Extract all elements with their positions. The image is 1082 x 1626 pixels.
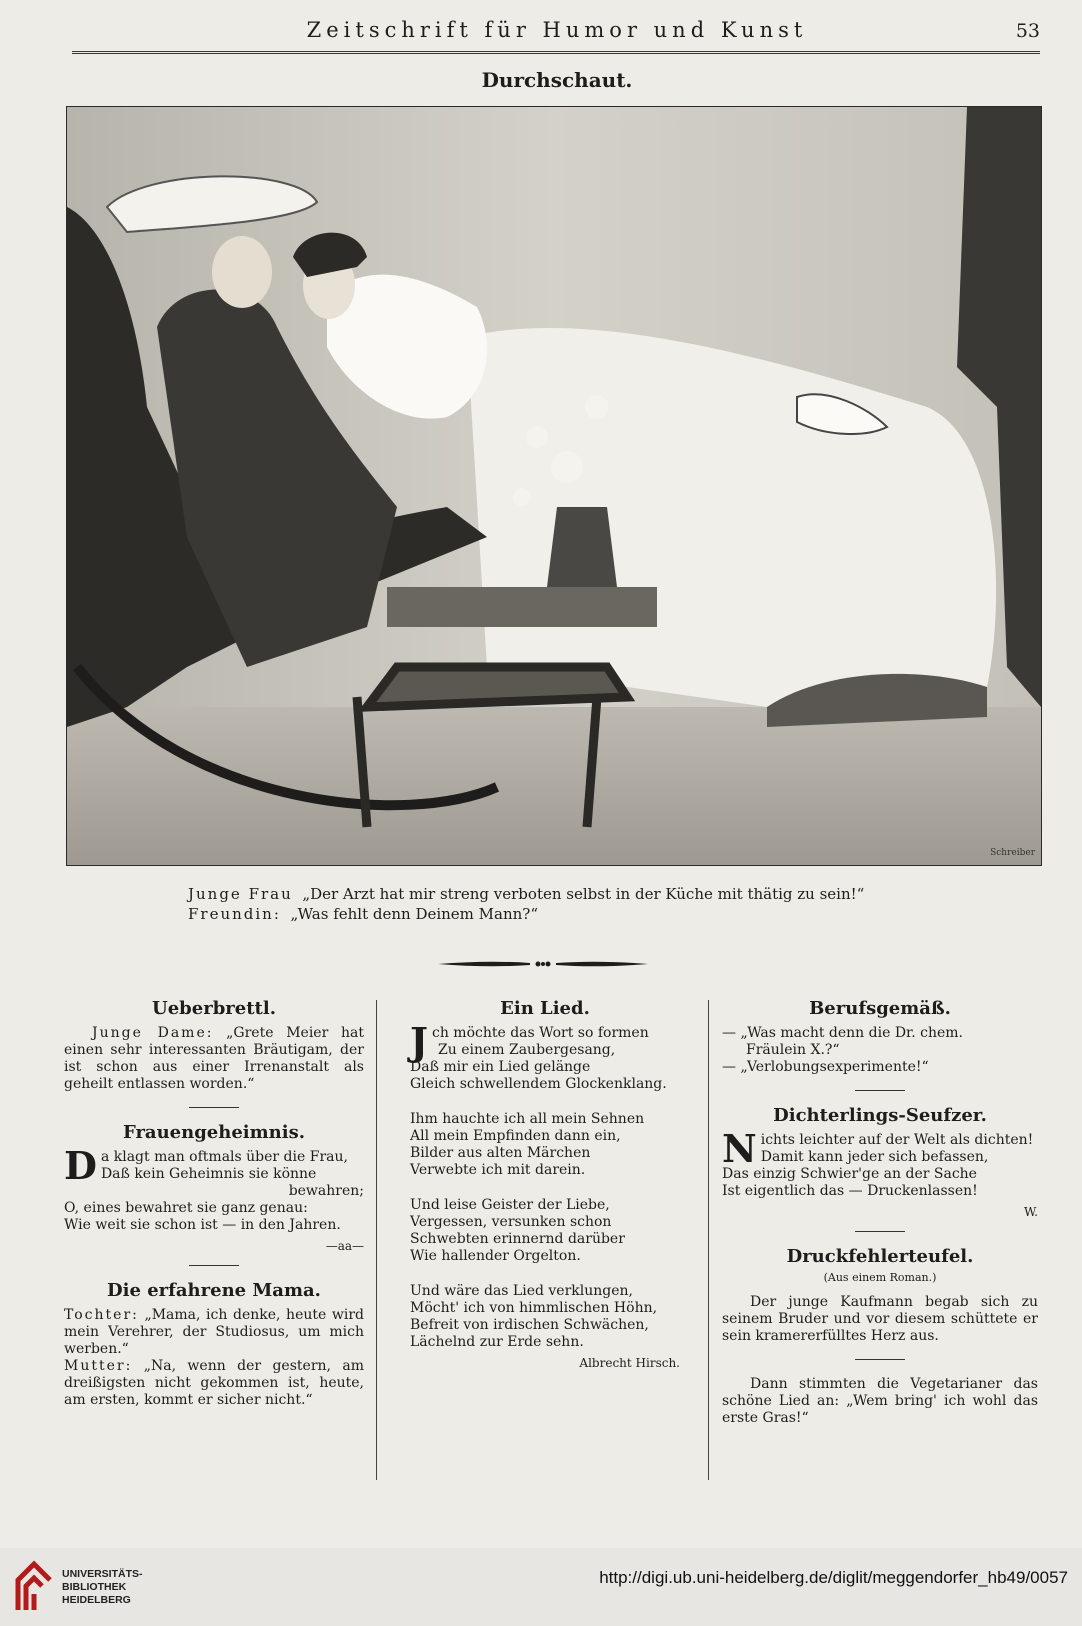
column-2 — [410, 1000, 680, 1390]
piece-title-druckfehlerteufel: Druckfehlerteufel. — [786, 1246, 974, 1267]
caption-text-1: „Der Arzt hat mir streng verboten selbst in der Küche mit thätig zu sein!“ — [302, 885, 865, 903]
speaker: Junge Dame: — [92, 1025, 214, 1041]
column-3 — [722, 1000, 1038, 1427]
poem-stanza-2: Ihm hauchte ich all mein Sehnen All mein Empfinden dann ein, Bilder aus alten Märchen Verwebte ich mit darein. — [410, 1111, 645, 1178]
piece-title-dichterlings-seufzer: Dichterlings-Seufzer. — [773, 1105, 987, 1126]
piece-title-ueberbrettl: Ueberbrettl. — [152, 998, 276, 1019]
piece-subtitle: (Aus einem Roman.) — [823, 1271, 937, 1284]
column-rule-1 — [376, 1000, 377, 1480]
poem-stanza-3: Und leise Geister der Liebe, Vergessen, versunken schon Schwebten erinnernd darüber Wie hallender Orgelton. — [410, 1197, 625, 1264]
piece-title-ein-lied: Ein Lied. — [500, 998, 590, 1019]
author-signature: —aa— — [325, 1239, 364, 1253]
caption-line-2 — [188, 904, 864, 924]
vase — [547, 507, 617, 587]
library-logo-icon[interactable] — [14, 1560, 54, 1616]
separator — [189, 1107, 239, 1108]
caption-speaker-1: Junge Frau — [188, 885, 293, 903]
poem-stanza-1: J ch möchte das Wort so formen Zu einem Zaubergesang, Daß mir ein Lied gelänge Gleich schwellendem Glockenklang. — [410, 1019, 667, 1092]
separator — [189, 1265, 239, 1266]
table-top — [387, 587, 657, 627]
page-number: 53 — [1015, 20, 1040, 42]
seated-woman-face — [212, 236, 272, 308]
author-signature: Albrecht Hirsch. — [579, 1356, 680, 1370]
ornament-divider — [438, 957, 648, 971]
illustration-title: Durchschaut. — [481, 68, 633, 92]
dialog-berufsgemaess: — „Was macht denn die Dr. chem. Fräulein X.?“ — „Verlobungsexperimente!“ — [722, 1025, 963, 1075]
poem-dichterlings-seufzer: N ichts leichter auf der Welt als dichten! Damit kann jeder sich befassen, Das einzig Schwier'ge an der Sache Ist eigentlich das — Druckenlassen! W. — [722, 1126, 1038, 1219]
floor — [67, 707, 1041, 865]
piece-title-frauengeheimnis: Frauengeheimnis. — [122, 1122, 306, 1143]
caption-text-2: „Was fehlt denn Deinem Mann?“ — [290, 905, 539, 923]
illustration — [66, 106, 1042, 866]
separator — [855, 1090, 905, 1091]
library-name[interactable]: UNIVERSITÄTS- BIBLIOTHEK HEIDELBERG — [62, 1568, 143, 1606]
caption — [188, 884, 864, 924]
piece-text-2: Dann stimmten die Vegetarianer das schöne Lied an: „Wem bring' ich wohl das erste Gras!“ — [722, 1376, 1038, 1426]
poem-frauengeheimnis: D a klagt man oftmals über die Frau, Daß kein Geheimnis sie könne bewahren; O, eines bewahret sie ganz genau: Wie weit sie schon ist — in den Jahren. —aa— — [64, 1143, 364, 1253]
separator — [855, 1231, 905, 1232]
piece-text-ueberbrettl: Junge Dame: „Grete Meier hat einen sehr interessanten Bräutigam, der ist schon aus einer Irrenanstalt als geheilt entlassen worden.“ — [64, 1025, 364, 1092]
permalink-url[interactable]: http://digi.ub.uni-heidelberg.de/diglit/meggendorfer_hb49/0057 — [599, 1568, 1068, 1587]
poem-stanza-4: Und wäre das Lied verklungen, Möcht' ich von himmlischen Höhn, Befreit von irdischen Schwächen, Lächelnd zur Erde sehn. Albrecht Hirsch. — [410, 1283, 680, 1370]
separator — [855, 1359, 905, 1360]
column-1 — [64, 1000, 364, 1409]
piece-title-berufsgemaess: Berufsgemäß. — [809, 998, 951, 1019]
drop-cap: J — [410, 1019, 428, 1064]
piece-title-mama: Die erfahrene Mama. — [107, 1280, 321, 1301]
flowers — [551, 451, 583, 483]
running-title: Zeitschrift für Humor und Kunst — [306, 18, 808, 42]
header-rule — [72, 51, 1040, 54]
piece-text-1: Der junge Kaufmann begab sich zu seinem Bruder und vor diesem schüttete er sein kramererfülltes Herz aus. — [722, 1294, 1038, 1344]
illustration-drawing — [67, 107, 1041, 865]
drop-cap: D — [64, 1143, 97, 1188]
author-signature: W. — [1023, 1205, 1038, 1219]
artist-signature: Schreiber — [990, 848, 1035, 858]
drop-cap: N — [722, 1126, 757, 1171]
column-rule-2 — [708, 1000, 709, 1480]
viewer-footer — [0, 1548, 1082, 1626]
caption-speaker-2: Freundin: — [188, 905, 281, 923]
dialog-mama: Tochter: „Mama, ich denke, heute wird mein Verehrer, der Studiosus, um mich werben.“ Mutter: „Na, wenn der gestern, am dreißigsten nicht gekommen ist, heute, am ersten, kommt er sicher nicht.“ — [64, 1307, 364, 1408]
caption-line-1 — [188, 884, 864, 904]
